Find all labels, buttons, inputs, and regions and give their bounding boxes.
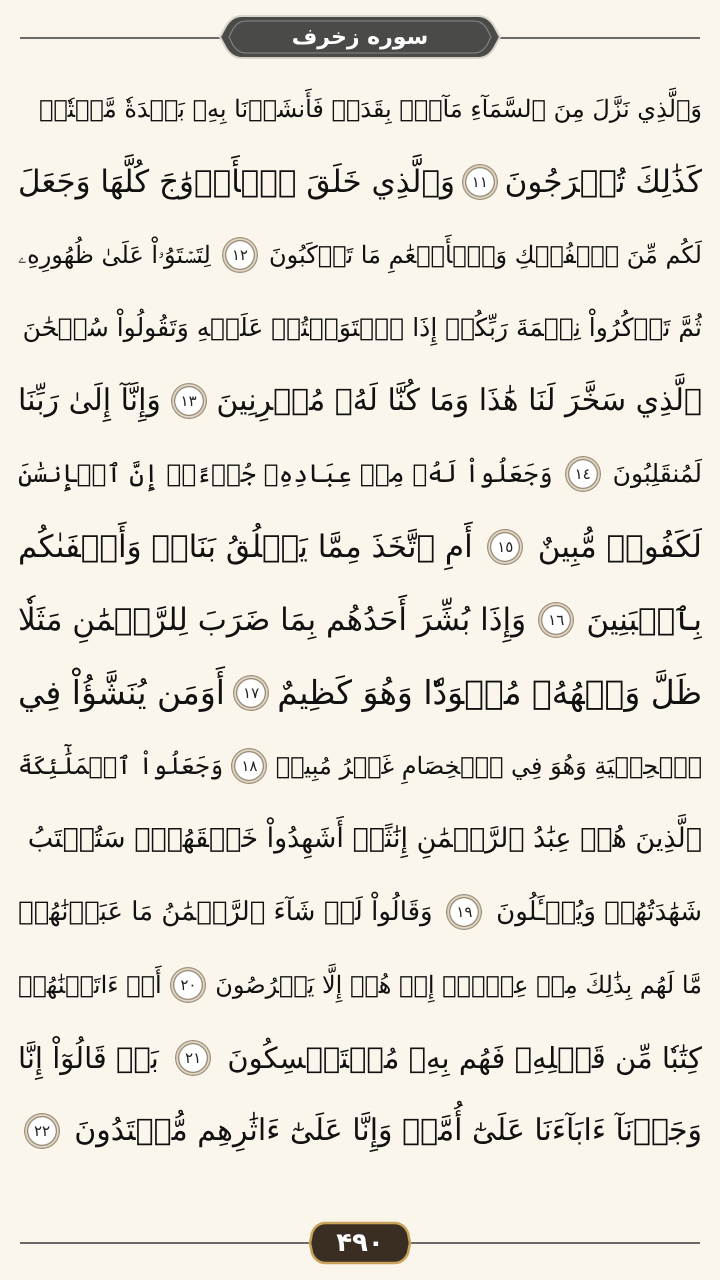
verse-text: لِتَسۡتَوُۥاْ عَلَىٰ ظُهُورِهِۦ xyxy=(18,240,211,269)
verse-text: لَكَفُورٞ مُّبِينٌ xyxy=(537,528,702,565)
ayah-number-marker: ١٨ xyxy=(231,748,267,784)
ayah-number-marker: ١١ xyxy=(462,164,498,200)
verse-text: ثُمَّ تَذۡكُرُواْ نِعۡمَةَ رَبِّكُمۡ إِذَا ٱسۡتَوَيۡتُمۡ عَلَيۡهِ وَتَقُولُواْ سُبۡحَٰنَ xyxy=(22,313,702,342)
verse-text: وَجَعَلُواْ لَهُۥ مِنۡ عِبَادِهِۦ جُزۡءًاۚ إِنَّ ٱلۡإِنسَٰنَ xyxy=(18,459,553,488)
ayah-number-marker: ١٩ xyxy=(446,894,482,930)
verse-line xyxy=(18,656,702,729)
verse-line xyxy=(18,364,702,437)
verse-line xyxy=(18,72,702,145)
verse-text: وَإِنَّآ إِلَىٰ رَبِّنَا xyxy=(18,383,161,418)
ayah-number-marker: ٢٢ xyxy=(24,1113,60,1149)
verse-text: مَّا لَهُم بِذَٰلِكَ مِنۡ عِلۡمٍۖ إِنۡ هُمۡ إِلَّا يَخۡرُصُونَ xyxy=(215,970,702,999)
verse-line xyxy=(18,948,702,1021)
verse-text: وَجَعَلُواْ ٱلۡمَلَٰٓئِكَةَ xyxy=(18,751,224,780)
verse-line xyxy=(18,1021,702,1094)
verse-text: كِتَٰبٗا مِّن قَبۡلِهِۦ فَهُم بِهِۦ مُسۡتَمۡسِكُونَ xyxy=(227,1040,702,1075)
verse-line xyxy=(18,875,702,948)
verse-line xyxy=(18,729,702,802)
page-number: ۴۹۰ xyxy=(336,1228,384,1258)
verse-text: أَمۡ ءَاتَيۡنَٰهُمۡ xyxy=(18,970,162,999)
ayah-number-marker: ١٢ xyxy=(222,237,258,273)
verse-text: أَمِ ٱتَّخَذَ مِمَّا يَخۡلُقُ بَنَاتٖ وَأَصۡفَىٰكُم xyxy=(18,528,473,565)
ayah-number-marker: ١٤ xyxy=(565,456,601,492)
verse-text: وَقَالُواْ لَوۡ شَآءَ ٱلرَّحۡمَٰنُ مَا عَبَدۡنَٰهُمۗ xyxy=(18,896,433,927)
page-number-badge xyxy=(308,1220,412,1266)
verse-text: وَٱلَّذِي نَزَّلَ مِنَ ٱلسَّمَآءِ مَآءَۢ بِقَدَرٖ فَأَنشَرۡنَا بِهِۦ بَلۡدَةٗ مَّيۡتٗاۚ xyxy=(38,94,702,123)
verse-text: شَهَٰدَتُهُمۡ وَيُسۡـَٔلُونَ xyxy=(496,896,702,927)
verse-line xyxy=(18,510,702,583)
verse-text: وَٱلَّذِي خَلَقَ ٱلۡأَزۡوَٰجَ كُلَّهَا وَجَعَلَ xyxy=(18,163,456,200)
verse-line xyxy=(18,1094,702,1167)
verse-line xyxy=(18,291,702,364)
quran-page-text xyxy=(18,72,702,1202)
verse-text: لَكُم مِّنَ ٱلۡفُلۡكِ وَٱلۡأَنۡعَٰمِ مَا تَرۡكَبُونَ xyxy=(269,240,702,269)
ayah-number-marker: ٢٠ xyxy=(170,967,206,1003)
ayah-number-marker: ١٦ xyxy=(538,602,574,638)
ayah-number-marker: ١٧ xyxy=(233,675,269,711)
verse-text: لَمُنقَلِبُونَ xyxy=(612,459,702,488)
ayah-number-marker: ٢١ xyxy=(175,1040,211,1076)
ayah-number-marker: ١٥ xyxy=(487,529,523,565)
verse-line xyxy=(18,802,702,875)
verse-text: كَذَٰلِكَ تُخۡرَجُونَ xyxy=(504,163,702,200)
surah-title: سوره زخرف xyxy=(291,24,429,50)
verse-text: ٱلَّذِينَ هُمۡ عِبَٰدُ ٱلرَّحۡمَٰنِ إِنَٰثًاۚ أَشَهِدُواْ خَلۡقَهُمۡۚ سَتُكۡتَبُ xyxy=(27,823,702,854)
verse-line xyxy=(18,218,702,291)
verse-line xyxy=(18,583,702,656)
verse-line xyxy=(18,145,702,218)
verse-text: ظَلَّ وَجۡهُهُۥ مُسۡوَدّٗا وَهُوَ كَظِيمٌ xyxy=(277,673,702,712)
verse-text: بَلۡ قَالُوٓاْ إِنَّا xyxy=(18,1040,159,1075)
verse-text: وَجَدۡنَآ ءَابَآءَنَا عَلَىٰٓ أُمَّةٖ وَإِنَّا عَلَىٰٓ ءَاثَٰرِهِم مُّهۡتَدُونَ xyxy=(74,1113,702,1148)
verse-line xyxy=(18,437,702,510)
verse-text: ٱلۡحِلۡيَةِ وَهُوَ فِي ٱلۡخِصَامِ غَيۡرُ مُبِينٖ xyxy=(275,751,702,780)
verse-text: وَإِذَا بُشِّرَ أَحَدُهُم بِمَا ضَرَبَ لِلرَّحۡمَٰنِ مَثَلٗا xyxy=(18,601,527,638)
ayah-number-marker: ١٣ xyxy=(171,383,207,419)
verse-text: أَوَمَن يُنَشَّؤُاْ فِي xyxy=(18,673,225,712)
verse-text: بِٱلۡبَنِينَ xyxy=(586,601,702,638)
surah-banner xyxy=(218,14,502,60)
verse-text: ٱلَّذِي سَخَّرَ لَنَا هَٰذَا وَمَا كُنَّا لَهُۥ مُقۡرِنِينَ xyxy=(216,383,702,418)
